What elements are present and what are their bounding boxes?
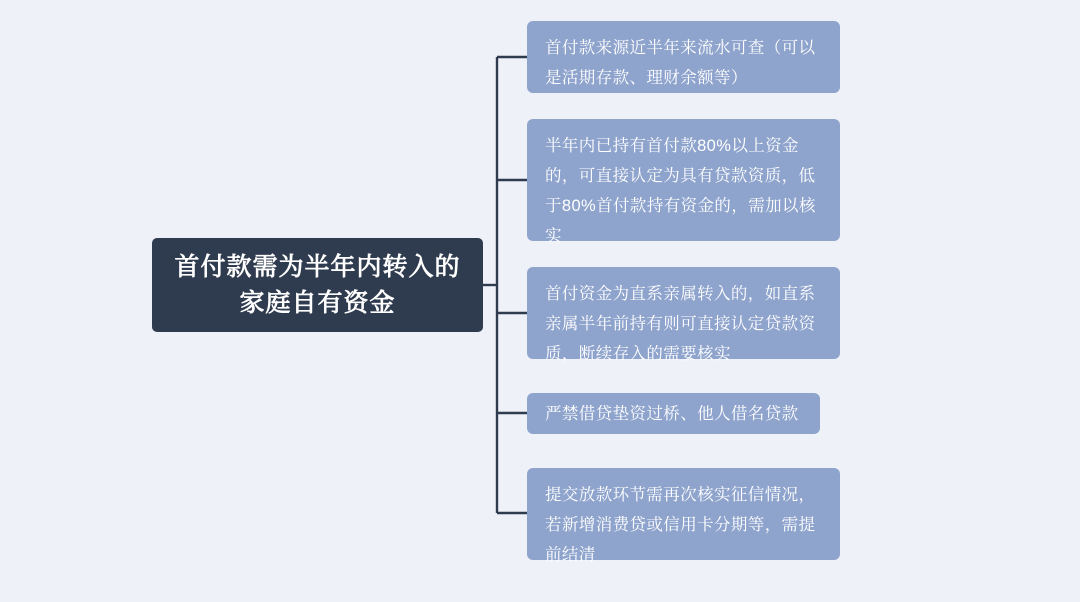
root-node[interactable] xyxy=(152,238,483,332)
branch-node-5[interactable] xyxy=(527,468,840,564)
branch-node-label: 首付款来源近半年来流水可查（可以是活期存款、理财余额等） xyxy=(545,39,816,87)
branch-node-4[interactable] xyxy=(527,393,820,434)
branch-node-label: 提交放款环节需再次核实征信情况，若新增消费贷或信用卡分期等，需提前结清 xyxy=(545,486,816,564)
branch-node-label: 半年内已持有首付款80%以上资金的，可直接认定为具有贷款资质，低于80%首付款持有资金的，需加以核实 xyxy=(545,137,816,245)
branch-node-2[interactable] xyxy=(527,119,840,245)
branch-node-label: 首付资金为直系亲属转入的，如直系亲属半年前持有则可直接认定贷款资质，断续存入的需要核实 xyxy=(545,285,816,363)
branch-node-3[interactable] xyxy=(527,267,840,363)
root-node-label: 首付款需为半年内转入的家庭自有资金 xyxy=(174,253,461,317)
branch-node-1[interactable] xyxy=(527,21,840,93)
branch-node-label: 严禁借贷垫资过桥、他人借名贷款 xyxy=(545,404,799,423)
